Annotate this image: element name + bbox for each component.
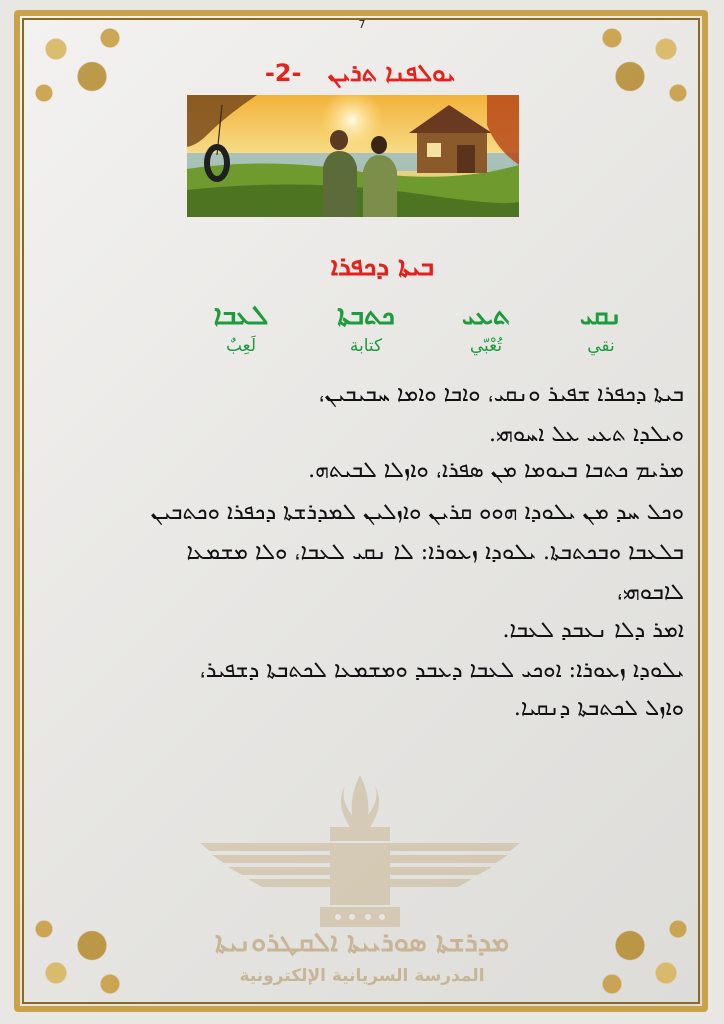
reading-line: ܘܟܠ ܚܕ ܡܢ ܝܠܘܕܐ ܗܘܘ ܩܪܝܢ ܘܐܙܠܝܢ ܠܡܕܪܫܬܐ ܕܟܦܪܐ ܘܟܬܒܝܢ: [150, 500, 684, 525]
lesson-subtitle: ܒܝܬܐ ܕܟܦܪܐ: [330, 252, 434, 282]
lesson-title: [230, 58, 490, 87]
lesson-title-text: ܝܘܠܦܢܐ ܬܪܝܢ: [327, 58, 456, 87]
vocab-syriac: ܬܥܝ: [461, 300, 511, 331]
lesson-number: -2-: [264, 59, 302, 87]
vocab-item: [186, 300, 296, 356]
page-number: 7: [358, 18, 366, 31]
school-name-arabic: المدرسة السريانية الإلكترونية: [239, 966, 485, 986]
vocabulary-row: [56, 300, 656, 370]
reading-line: ܡܪܝܡ ܟܬܒܐ ܒܝܘܡܐ ܡܢ ܣܦܪܐ، ܘܐܙܠܐ ܠܒܝܬܗ.: [308, 458, 684, 483]
reading-line: ܘܝܠܕܐ ܬܥܝ ܥܠ ܐܚܘܗܝ.: [488, 422, 684, 447]
reading-line: ܘܐܙܠ ܠܟܬܒܬܐ ܕܢܩܝܐ.: [513, 696, 684, 721]
reading-line: ܒܠܥܒܐ ܘܒܟܬܒܬܐ. ܝܠܘܕܐ ܙܥܘܪܐ: ܠܐ ܢܩܝ ܠܥܒܐ، ܘܠܐ ܡܫܡܥܐ: [186, 540, 684, 565]
school-name-syriac: ܡܕܪܫܬܐ ܣܘܪܝܝܬܐ ܐܠܩܛܪܘܢܝܬܐ: [214, 927, 510, 958]
reading-line: ܝܠܘܕܐ ܙܥܘܪܐ: ܐܘܟܝ ܠܥܒܐ ܕܥܒܕ ܘܡܫܡܥܐ ܠܟܬܒܬܐ ܕܫܦܝܪ،: [199, 658, 684, 683]
vocab-syriac: ܠܥܒܐ: [213, 300, 269, 331]
corner-ornament: [582, 16, 702, 126]
vocab-syriac: ܟܬܒܬܐ: [337, 300, 395, 331]
vocab-item: [546, 300, 656, 356]
village-illustration: [187, 95, 519, 217]
winged-emblem-logo: [190, 765, 530, 935]
vocab-syriac: ܢܩܝ: [579, 300, 623, 331]
vocab-arabic: تُعْبّي: [469, 336, 503, 356]
reading-line: ܠܐܒܘܗܝ،: [616, 580, 684, 605]
corner-ornament: [20, 16, 140, 126]
vocab-arabic: كتابة: [349, 336, 383, 356]
vocab-arabic: نقي: [587, 336, 615, 356]
vocab-arabic: لَعِبٌ: [225, 336, 257, 356]
reading-line: ܒܝܬܐ ܕܟܦܪܐ ܫܦܝܪ ܘܢܩܝ، ܘܐܒܐ ܘܐܡܐ ܚܒܝܒܝܢ،: [318, 382, 684, 407]
vocab-item: [431, 300, 541, 356]
reading-line: ܐܡܪ ܕܠܐ ܢܥܒܕ ܠܥܒܐ.: [502, 618, 684, 643]
vocab-item: [311, 300, 421, 356]
